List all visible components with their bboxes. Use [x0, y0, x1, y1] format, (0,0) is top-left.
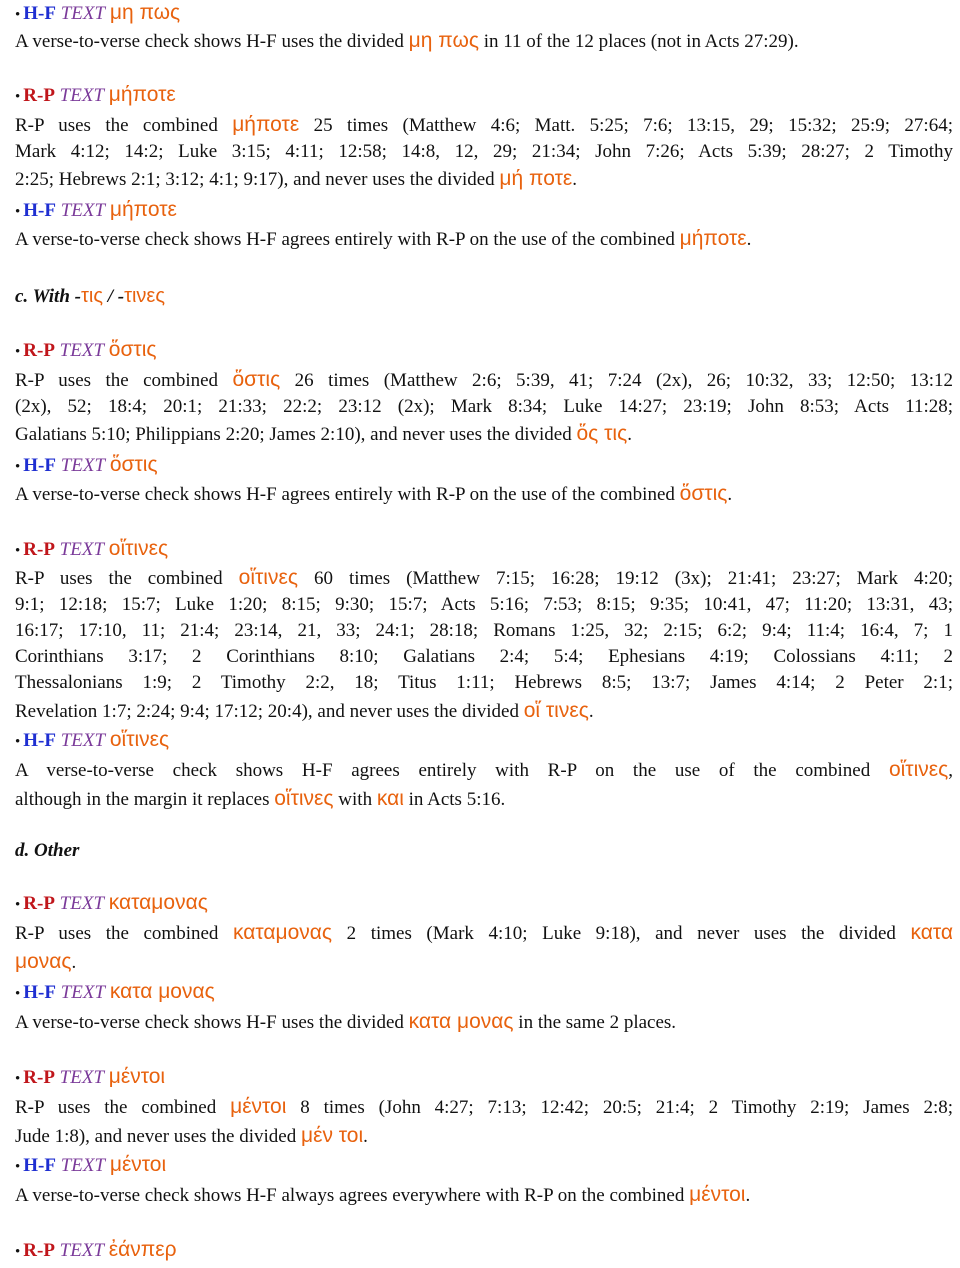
- greek-term: μήποτε: [232, 113, 300, 136]
- subsection-heading-d: d. Other: [15, 840, 80, 861]
- paragraph-line: A verse-to-verse check shows H-F agrees entirely with R-P on the use of the combined οἵτινες,: [15, 758, 953, 781]
- edition-tag: H-F: [23, 3, 56, 24]
- greek-term: ὅστις: [109, 453, 158, 476]
- bullet-icon: •: [15, 344, 21, 360]
- paragraph-line: R-P uses the combined μέντοι 8 times (John 4:27; 7:13; 12:42; 20:5; 21:4; 2 Timothy 2:19; James 2:8;: [15, 1095, 954, 1118]
- heading-rp-katamonas: [15, 890, 953, 918]
- greek-term: οἵτινες: [238, 566, 298, 589]
- paragraph: A verse-to-verse check shows H-F agrees entirely with R-P on the use of the combined μήποτε.: [15, 227, 752, 250]
- heading-rp-mentoi: [15, 1064, 953, 1092]
- greek-term: ὅστις: [232, 368, 281, 391]
- heading-hf-kata-monas: [15, 979, 953, 1007]
- bullet-icon: •: [15, 1159, 21, 1175]
- greek-term: κατα: [910, 921, 954, 944]
- greek-term: κατα μονας: [109, 980, 215, 1003]
- greek-term: κατα μονας: [408, 1010, 514, 1033]
- bullet-icon: •: [15, 204, 21, 220]
- paragraph: A verse-to-verse check shows H-F agrees entirely with R-P on the use of the combined ὅστις.: [15, 482, 733, 505]
- greek-term: καταμονας: [232, 921, 333, 944]
- heading-hf-hostis: [15, 452, 953, 480]
- heading-rp-hostis: [15, 337, 953, 365]
- edition-tag: R-P: [23, 1067, 55, 1088]
- text-label: TEXT: [60, 982, 106, 1003]
- greek-term: μέντοι: [230, 1095, 287, 1118]
- greek-term: μή ποτε: [499, 167, 573, 190]
- paragraph-line: Revelation 1:7; 2:24; 9:4; 17:12; 20:4), and never uses the divided οἵ τινες.: [15, 699, 594, 722]
- paragraph-line: μονας.: [15, 950, 77, 973]
- greek-term: μη πως: [109, 1, 181, 24]
- greek-term: μονας: [15, 950, 72, 973]
- edition-tag: H-F: [23, 1155, 56, 1176]
- paragraph-line: although in the margin it replaces οἵτινες with και in Acts 5:16.: [15, 787, 506, 810]
- greek-term: μέντοι: [689, 1183, 746, 1206]
- paragraph-line: 2:25; Hebrews 2:1; 3:12; 4:1; 9:17), and never uses the divided μή ποτε.: [15, 167, 578, 190]
- greek-term: οἵ τινες: [523, 699, 589, 722]
- heading-hf-meposo: [15, 0, 953, 28]
- heading-rp-eanper: [15, 1237, 953, 1265]
- edition-tag: H-F: [23, 455, 56, 476]
- greek-term: οἵτινες: [274, 787, 334, 810]
- edition-tag: R-P: [23, 340, 55, 361]
- text-label: TEXT: [59, 1067, 105, 1088]
- greek-term: μήποτε: [109, 198, 177, 221]
- paragraph-line: R-P uses the combined οἵτινες 60 times (Matthew 7:15; 16:28; 19:12 (3x); 21:41; 23:27; Mark 4:20;: [15, 566, 954, 589]
- heading-hf-hoitines: [15, 727, 953, 755]
- greek-term: οἵτινες: [108, 537, 169, 560]
- greek-term: ὅς τις: [576, 422, 628, 445]
- edition-tag: H-F: [23, 200, 56, 221]
- bullet-icon: •: [15, 7, 21, 23]
- edition-tag: R-P: [23, 539, 55, 560]
- text-label: TEXT: [59, 85, 105, 106]
- text-label: TEXT: [60, 1155, 106, 1176]
- edition-tag: H-F: [23, 730, 56, 751]
- bullet-icon: •: [15, 1071, 21, 1087]
- edition-tag: R-P: [23, 893, 55, 914]
- greek-term: μέντοι: [108, 1065, 166, 1088]
- paragraph-line: R-P uses the combined καταμονας 2 times (Mark 4:10; Luke 9:18), and never uses the divided κατα: [15, 921, 954, 944]
- bullet-icon: •: [15, 734, 21, 750]
- greek-term: ὅστις: [679, 482, 728, 505]
- greek-term: οἵτινες: [109, 728, 170, 751]
- greek-term: τις: [80, 285, 103, 307]
- paragraph-line: 9:1; 12:18; 15:7; Luke 1:20; 8:15; 9:30; 15:7; Acts 5:16; 7:53; 8:15; 9:35; 10:41, 47; 11:20; 13:31, 43;: [15, 594, 953, 615]
- greek-term: μήποτε: [108, 83, 176, 106]
- text-label: TEXT: [60, 730, 106, 751]
- paragraph-line: Corinthians 3:17; 2 Corinthians 8:10; Galatians 2:4; 5:4; Ephesians 4:19; Colossians 4:11; 2: [15, 646, 953, 667]
- bullet-icon: •: [15, 986, 21, 1002]
- edition-tag: H-F: [23, 982, 56, 1003]
- greek-term: τινες: [124, 285, 165, 307]
- greek-term: και: [376, 787, 404, 810]
- subsection-heading-c: c. With -τις / -τινες: [15, 285, 165, 307]
- heading-hf-mepote: [15, 197, 953, 225]
- edition-tag: R-P: [23, 85, 55, 106]
- paragraph-line: Mark 4:12; 14:2; Luke 3:15; 4:11; 12:58; 14:8, 12, 29; 21:34; John 7:26; Acts 5:39; 28:27; 2 Timothy: [15, 141, 953, 162]
- text-label: TEXT: [59, 340, 105, 361]
- greek-term: καταμονας: [108, 891, 208, 914]
- text-label: TEXT: [60, 455, 106, 476]
- bullet-icon: •: [15, 1244, 21, 1260]
- text-label: TEXT: [60, 3, 106, 24]
- bullet-icon: •: [15, 459, 21, 475]
- bullet-icon: •: [15, 89, 21, 105]
- paragraph-line: Jude 1:8), and never uses the divided μέν τοι.: [15, 1124, 368, 1147]
- paragraph-line: R-P uses the combined ὅστις 26 times (Matthew 2:6; 5:39, 41; 7:24 (2x), 26; 10:32, 33; 12:50; 13:12: [15, 368, 953, 391]
- heading-rp-hoitines: [15, 536, 953, 564]
- greek-term: ἐάνπερ: [108, 1238, 177, 1261]
- greek-term: οἵτινες: [888, 758, 949, 781]
- text-label: TEXT: [59, 539, 105, 560]
- text-label: TEXT: [59, 893, 105, 914]
- heading-rp-mepote: [15, 82, 953, 110]
- greek-term: μη πως: [408, 29, 479, 52]
- paragraph: A verse-to-verse check shows H-F uses the divided μη πως in 11 of the 12 places (not in Acts 27:29).: [15, 29, 799, 52]
- bullet-icon: •: [15, 897, 21, 913]
- paragraph-line: Thessalonians 1:9; 2 Timothy 2:2, 18; Titus 1:11; Hebrews 8:5; 13:7; James 4:14; 2 Peter 2:1;: [15, 672, 953, 693]
- greek-term: μέν τοι: [300, 1124, 364, 1147]
- paragraph-line: R-P uses the combined μήποτε 25 times (Matthew 4:6; Matt. 5:25; 7:6; 13:15, 29; 15:32; 25:9; 27:64;: [15, 113, 953, 136]
- paragraph-line: Galatians 5:10; Philippians 2:20; James 2:10), and never uses the divided ὅς τις.: [15, 422, 632, 445]
- text-label: TEXT: [60, 200, 106, 221]
- paragraph: A verse-to-verse check shows H-F always agrees everywhere with R-P on the combined μέντοι.: [15, 1183, 751, 1206]
- heading-hf-mentoi: [15, 1152, 953, 1180]
- text-label: TEXT: [59, 1240, 105, 1261]
- edition-tag: R-P: [23, 1240, 55, 1261]
- bullet-icon: •: [15, 543, 21, 559]
- paragraph-line: 16:17; 17:10, 11; 21:4; 23:14, 21, 33; 24:1; 28:18; Romans 1:25, 32; 2:15; 6:2; 9:4; 11:4; 16:4, 7; 1: [15, 620, 953, 641]
- greek-term: ὅστις: [108, 338, 157, 361]
- paragraph-line: (2x), 52; 18:4; 20:1; 21:33; 22:2; 23:12 (2x); Mark 8:34; Luke 14:27; 23:19; John 8:53; Acts 11:28;: [15, 396, 953, 417]
- greek-term: μέντοι: [109, 1153, 167, 1176]
- greek-term: μήποτε: [679, 227, 747, 250]
- paragraph: A verse-to-verse check shows H-F uses the divided κατα μονας in the same 2 places.: [15, 1010, 677, 1033]
